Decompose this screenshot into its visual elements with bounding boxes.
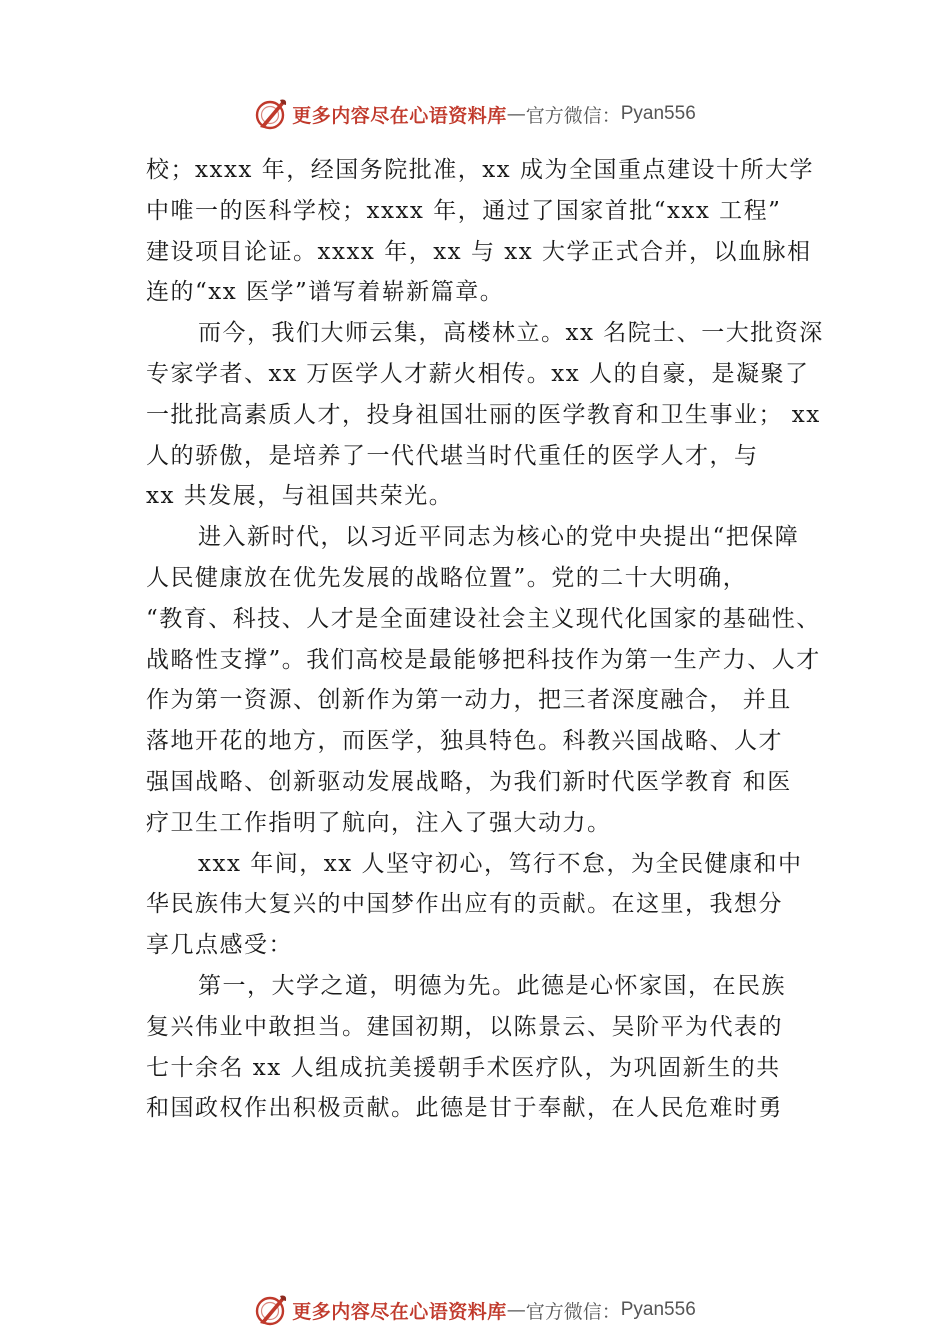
text-line: 战略性支撑”。我们高校是最能够把科技作为第一生产力、人才 xyxy=(146,646,821,673)
text-line: 华民族伟大复兴的中国梦作出应有的贡献。在这里，我想分 xyxy=(146,891,783,918)
header-label: 官方微信： xyxy=(525,104,621,127)
text-line: 中唯一的医科学校；xxxx 年，通过了国家首批“xxx 工程” xyxy=(146,197,782,224)
text-line: 复兴伟业中敢担当。建国初期，以陈景云、吴阶平为代表的 xyxy=(146,1013,783,1040)
text-line: 疗卫生工作指明了航向，注入了强大动力。 xyxy=(146,809,612,836)
text-line: 作为第一资源、创新作为第一动力，把三者深度融合， 并且 xyxy=(146,687,792,714)
footer-banner xyxy=(0,1290,950,1330)
text-line: 连的“xx 医学”谱写着崭新篇章。 xyxy=(146,279,505,306)
text-line: 第一，大学之道，明德为先。此德是心怀家国，在民族 xyxy=(198,972,786,999)
text-line: “教育、科技、人才是全面建设社会主义现代化国家的基础性、 xyxy=(146,605,821,632)
text-line: 而今，我们大师云集，高楼林立。xx 名院士、一大批资深 xyxy=(198,320,824,347)
footer-label: 官方微信： xyxy=(525,1300,621,1323)
footer-handle: Pyan556 xyxy=(620,1299,696,1320)
text-line: xx 共发展，与祖国共荣光。 xyxy=(146,483,454,510)
text-line: 专家学者、xx 万医学人才薪火相传。xx 人的自豪，是凝聚了 xyxy=(146,360,810,387)
text-line: 七十余名 xx 人组成抗美援朝手术医疗队，为巩固新生的共 xyxy=(146,1054,781,1081)
text-line: 一批批高素质人才，投身祖国壮丽的医学教育和卫生事业； xx xyxy=(146,401,821,428)
header-dash: — xyxy=(506,103,526,125)
text-line: 建设项目论证。xxxx 年，xx 与 xx 大学正式合并，以血脉相 xyxy=(146,238,812,265)
text-line: 强国战略、创新驱动发展战略，为我们新时代医学教育 和医 xyxy=(146,768,792,795)
text-line: xxx 年间，xx 人坚守初心，笃行不怠，为全民健康和中 xyxy=(198,850,803,877)
text-line: 校；xxxx 年，经国务院批准，xx 成为全国重点建设十所大学 xyxy=(146,157,814,183)
text-line: 人的骄傲，是培养了一代代堪当时代重任的医学人才，与 xyxy=(146,442,759,469)
document-body xyxy=(146,150,846,1129)
footer-dash: — xyxy=(506,1299,526,1321)
footer-brand: 更多内容尽在心语资料库 xyxy=(292,1300,507,1323)
text-line: 和国政权作出积极贡献。此德是甘于奉献，在人民危难时勇 xyxy=(146,1095,783,1122)
header-handle: Pyan556 xyxy=(620,103,696,124)
text-line: 进入新时代，以习近平同志为核心的党中央提出“把保障 xyxy=(198,524,800,551)
quill-pen-seal-icon xyxy=(254,1293,288,1327)
header-brand: 更多内容尽在心语资料库 xyxy=(292,104,507,127)
text-line: 享几点感受： xyxy=(146,932,293,959)
text-line: 落地开花的地方，而医学，独具特色。科教兴国战略、人才 xyxy=(146,728,783,755)
header-banner xyxy=(0,94,950,134)
text-line: 人民健康放在优先发展的战略位置”。党的二十大明确， xyxy=(146,564,748,591)
quill-pen-seal-icon xyxy=(254,97,288,131)
